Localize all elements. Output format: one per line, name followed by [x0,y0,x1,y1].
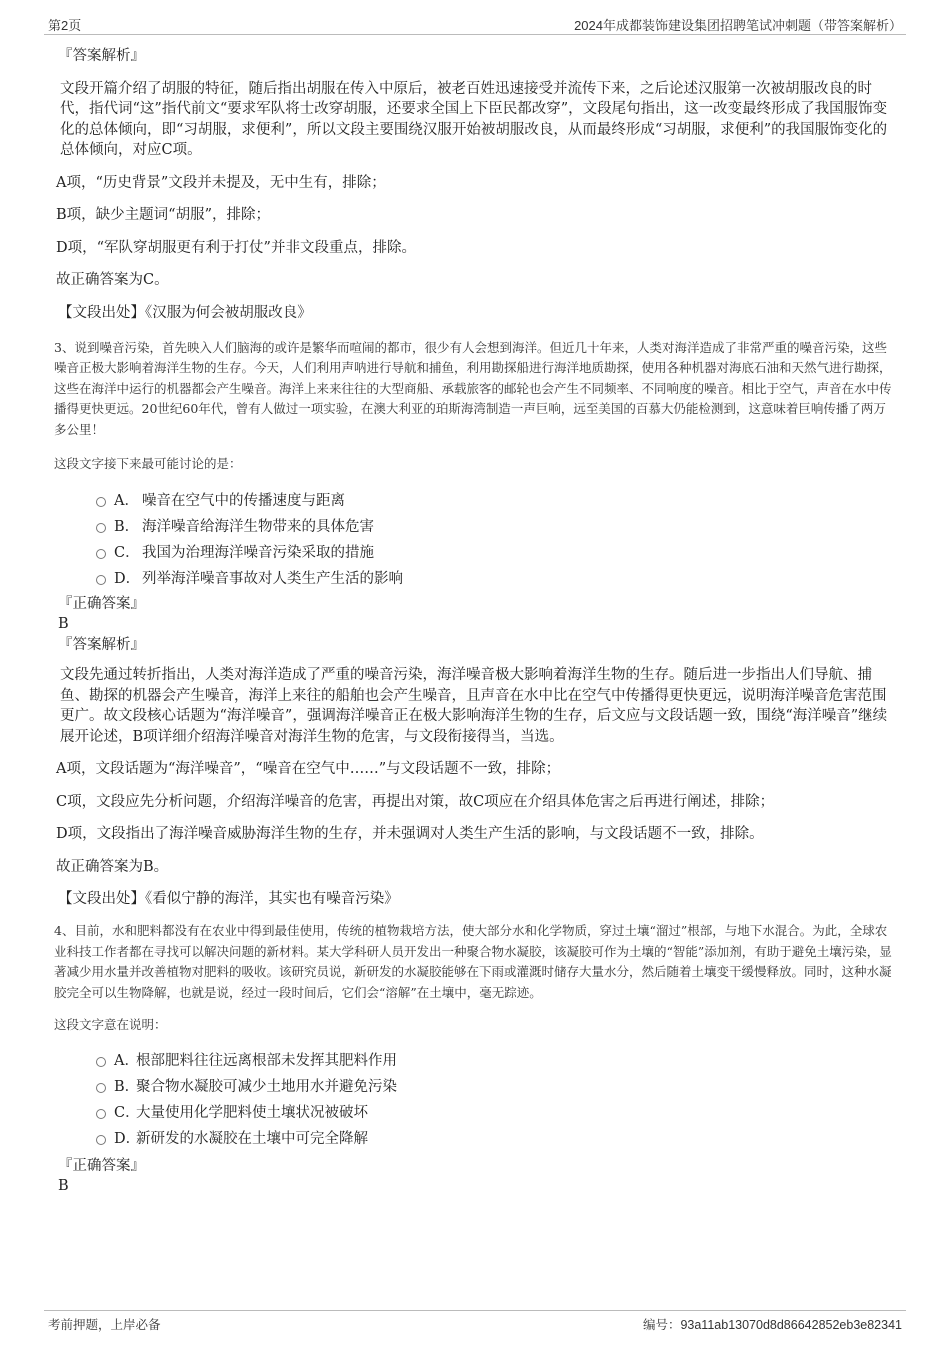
q4-stem: 4、目前，水和肥料都没有在农业中得到最佳使用，传统的植物栽培方法，使大部分水和化学物质，穿过土壤“溜过”根部，与地下水混合。为此，全球农业科技工作者都在寻找可以解决问题的新材料。某大学科研人员开发出一种聚合物水凝胶，该凝胶可作为土壤的“智能”添加剂，有助于避免土壤污染，显著减少用水量并改善植物对肥料的吸收。该研究员说，新研发的水凝胶能够在下雨或灌溉时储存大量水分，然后随着土壤变干缓慢释放。同时，这种水凝胶完全可以生物降解，也就是说，经过一段时间后，它们会“溶解”在土壤中，毫无踪迹。 [54,923,892,1000]
radio-icon[interactable] [96,549,106,559]
radio-icon[interactable] [96,1083,106,1093]
q2-source-label: 【文段出处】 [58,304,145,321]
q4-option-a[interactable]: A．根部肥料往往远离根部未发挥其肥料作用 [56,1048,896,1074]
q3-analysis-text: 文段先通过转折指出，人类对海洋造成了严重的噪音污染，海洋噪音极大影响着海洋生物的生存。随后进一步指出人们导航、捕鱼、勘探的机器会产生噪音，海洋上来往的船舶也会产生噪音，且声音在水中比在空气中传播得更快更远，说明海洋噪音危害范围更广。故文段核心话题为“海洋噪音”，强调海洋噪音正在极大影响海洋生物的生存，后文应与文段话题一致，围绕“海洋噪音”继续展开论述，B项详细介绍海洋噪音对海洋生物的危害，与文段衔接得当，当选。 [60,667,888,745]
page-footer [44,1310,906,1334]
page-header [44,14,906,35]
radio-icon[interactable] [96,1135,106,1145]
q2-note-d: D项，“军队穿胡服更有利于打仗”并非文段重点，排除。 [56,239,416,256]
q2-source-title: 《汉服为何会被胡服改良》 [145,304,312,321]
q4-option-c[interactable]: C．大量使用化学肥料使土壤状况被破坏 [56,1100,896,1126]
q3-source-title: 《看似宁静的海洋，其实也有噪音污染》 [145,891,399,907]
q3-note-d: D项，文段指出了海洋噪音威胁海洋生物的生存，并未强调对人类生产生活的影响，与文段话题不一致，排除。 [56,826,764,842]
document-title: 2024年成都装饰建设集团招聘笔试冲刺题（带答案解析） [574,18,902,33]
footer-code-label: 编号： [642,1317,681,1332]
q4-question: 这段文字意在说明： [54,1017,167,1032]
q3-question: 这段文字接下来最可能讨论的是： [54,456,242,471]
q3-options [56,488,896,592]
q3-answer: B [58,616,69,632]
radio-icon[interactable] [96,1057,106,1067]
q4-option-b[interactable]: B．聚合物水凝胶可减少土地用水并避免污染 [56,1074,896,1100]
q4-option-d[interactable]: D．新研发的水凝胶在土壤中可完全降解 [56,1126,896,1152]
q3-stem: 3、说到噪音污染，首先映入人们脑海的或许是繁华而喧闹的都市，很少有人会想到海洋。但近几十年来，人类对海洋造成了非常严重的噪音污染，这些噪音正极大影响着海洋生物的生存。今天，人们利用声呐进行导航和捕鱼，利用勘探船进行海洋地质勘探，使用各种机器对海底石油和天然气进行勘探，这些在海洋中运行的机器都会产生噪音。海洋上来来往往的大型商船、承载旅客的邮轮也会产生不同频率、不同响度的噪音。相比于空气，声音在水中传播得更快更远。20世纪60年代，曾有人做过一项实验，在澳大利亚的珀斯海湾制造一声巨响，远至美国的百慕大仍能检测到，这意味着巨响传播了两万多公里！ [54,339,892,437]
q2-note-a: A项，“历史背景”文段并未提及，无中生有，排除； [56,174,386,191]
q2-analysis-label: 『答案解析』 [58,48,145,64]
page-number: 第2页 [48,18,82,33]
radio-icon[interactable] [96,1109,106,1119]
q3-option-b[interactable]: B． 海洋噪音给海洋生物带来的具体危害 [56,514,896,540]
q3-analysis-label: 『答案解析』 [58,636,145,653]
radio-icon[interactable] [96,497,106,507]
footer-slogan: 考前押题，上岸必备 [48,1317,161,1332]
q4-answer-label: 『正确答案』 [58,1157,145,1174]
page-content [56,46,896,1197]
q3-answer-label: 『正确答案』 [58,595,145,612]
q2-source [58,303,896,323]
q3-source-label: 【文段出处】 [58,891,145,907]
q2-analysis-text: 文段开篇介绍了胡服的特征，随后指出胡服在传入中原后，被老百姓迅速接受并流传下来，之后论述汉服第一次被胡服改良的时代，指代词“这”指代前文“要求军队将士改穿胡服，还要求全国上下臣民都改穿”，文段尾句指出，这一改变最终形成了我国服饰变化的总体倾向，即“习胡服，求便利”，所以文段主要围绕汉服开始被胡服改良，从而最终形成“习胡服，求便利”的我国服饰变化的总体倾向，对应C项。 [60,80,888,158]
q3-option-d[interactable]: D． 列举海洋噪音事故对人类生产生活的影响 [56,566,896,592]
footer-code-value: 93a11ab13070d8d86642852eb3e82341 [680,1318,902,1332]
q4-options [56,1048,896,1152]
q3-conclusion: 故正确答案为B。 [56,858,169,875]
q3-source [58,889,896,909]
q2-conclusion: 故正确答案为C。 [56,272,169,288]
radio-icon[interactable] [96,575,106,585]
q3-note-c: C项，文段应先分析问题，介绍海洋噪音的危害，再提出对策，故C项应在介绍具体危害之后再进行阐述，排除； [56,793,775,810]
q3-note-a: A项，文段话题为“海洋噪音”，“噪音在空气中……”与文段话题不一致，排除； [56,761,561,777]
footer-code [643,1315,902,1333]
q4-answer: B [58,1178,69,1194]
q2-note-b: B项，缺少主题词“胡服”，排除； [56,207,270,223]
radio-icon[interactable] [96,523,106,533]
q3-option-a[interactable]: A． 噪音在空气中的传播速度与距离 [56,488,896,514]
q3-option-c[interactable]: C． 我国为治理海洋噪音污染采取的措施 [56,540,896,566]
